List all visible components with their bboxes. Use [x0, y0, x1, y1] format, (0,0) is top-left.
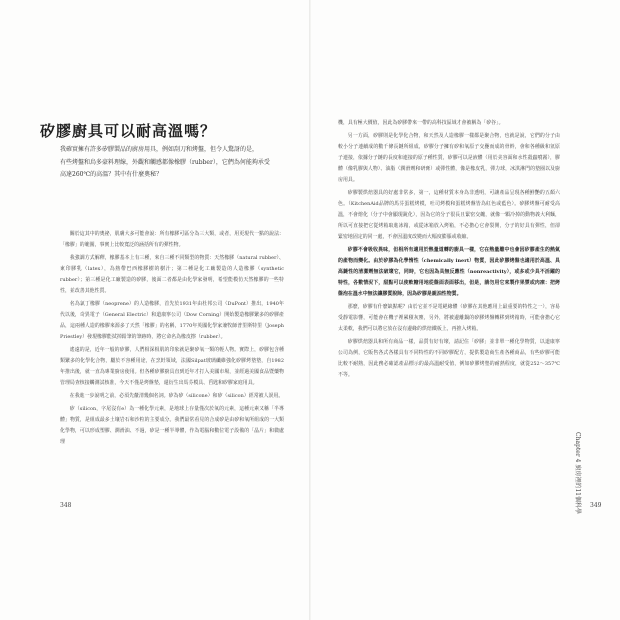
intro-line: 有些烤盤和烏多豪料理線，外觀和觸感都像橡膠（rubber），它們為何能夠承受: [60, 158, 270, 166]
left-page: [0, 0, 309, 620]
body-paragraph: 在我進一步說明之前，必須先釐清幾個名詞。矽為矽（silicone）和矽（silicon）經常被人誤用。: [69, 393, 284, 399]
body-paragraph: 矽（silicon，字尾沒有e）為一種化學元素，是地球上存量僅次於氧的元素，這種元素又稱「半導體」物質，是組成最多土壤岩石和沙粒的主要成分。我們最常看見的合成矽是由矽和氧所組成的一大類化學物，可以形成塑膠、潤滑油、不過，矽是一種半導體，作為電腦和數位電子設備的「晶片」和微處理: [60, 406, 284, 445]
body-paragraph: 矽膠烘焙器具和所有商品一樣，品質有好有壞，請記住「矽膠」並非單一種化學物質，以道康寧公司為例，它販售各式各樣具有不同特性的不同矽膠配方，提供製造商生產各種商品，有些矽膠可能比較不耐熱，因此務必確認產品標示的最高溫耐受值，例如矽膠烤墊的耐熱程度，就從252～357℃不等。: [338, 339, 560, 378]
left-body: [60, 229, 284, 450]
article-title: 矽膠廚具可以耐高溫嗎？: [40, 122, 217, 140]
body-paragraph: 關於這其中的奧祕，肌膚大多可能會說：所有橡膠可區分為三大類，或者，用更現代一點的說法：「橡膠」的範圍，事實上比較寬泛的涵括所有的彈性物。: [60, 231, 284, 248]
right-body: [338, 118, 560, 383]
body-paragraph: 那麼，矽膠有什麼缺點呢？由於它並不是電絕緣體（矽膠在其他應用上最重要的特性之一），容易受靜電影響，可能會在機子裡累積灰塵，另外，將被邊離鍋的矽膠烤盤轉移到烤箱時，可能會擔心它太柔軟，我們可以將它放在沒有邊緣的烘焙鐵板上，再推入烤箱。: [338, 304, 560, 332]
body-paragraph: 遙遠的是，近年一般的矽膠，人們相深相肌的印象就是聚矽氧一類的輕人物。實際上，矽膠包含種類繁多的化學化合物，屬於不容種用途，在烹飪領域，法國Silpat玻璃纖維強化矽膠烤墊墊，自1982年推出後，就一直為專業廚房使用。但各種矽膠廚具直到近年才打入美國市場，並經過美國食品暨藥物管理局查核接觸測試核准，今天不僅是烤盤墊，還衍生出馬芬模具、舀匙和矽膠家庭用具。: [60, 347, 284, 386]
right-page: [311, 0, 620, 620]
body-paragraph: 機，具有極大價值，因此為矽膠帶來一帶的高科技區域才會被稱為「矽谷」。: [338, 120, 504, 126]
page-number-left: 348: [60, 502, 72, 509]
body-paragraph: 另一方面，矽膠則是化學化合物，和天然及人造橡膠一樣都是聚合物，也就是說，它們的分子由較小分子連續成的數千條長鏈所組成，矽膠分子擁有矽和氧原子交疊而成的骨幹，會和各種級和氫原子連接，依據分子鏈的長度和連接的原子種性質，矽膠可以是液體（用於美容面和水性殺蟲噴霧），膠體（像乳膠與人物）、油脂（潤滑劑和研膏）或彈性體，像是橡皮乳，彈力球，冰淇淋門的墊圈以及廚房用具。: [338, 133, 560, 183]
intro-line: 我確實擁有許多矽膠製品的廚房用具，例如刮刀和烤盤，但令人驚訝的是，: [60, 146, 259, 153]
body-paragraph: 矽膠製烘焙器具的好處非常多，第一，這種材質本身為非透明，可讓產品呈現各種鮮艷的五顏六色。（KitchenAid品牌的馬芬蛋糕烤模，吐司烤模和蛋糕烤盤皆為紅色或藍色）。矽膠烤盤可耐受高溫，不會熔化（分子中會顯現銳化），因為它的分子很長且緊密交纏，就像一顆冷掉的動物義大利麵，所以可直接把它從烤箱取進冰箱，或從冰箱放入烤箱，不必擔心它會裂開，分子的好具有彈性，但卻緊密地固定的同一處，不會因溫度改變而大幅度膨脹或收縮。: [338, 190, 560, 240]
intro-line: 高達260℃的高溫？其中有什麼奧秘？: [60, 171, 163, 178]
body-paragraph: 名為氯丁橡膠（neoprene）的人造橡膠，首先於1931年由杜邦公司（DuPont）推出，1940年代以後，奇異電子（General Electric）和道康寧公司（Dow Corning）開始製造橡膠繁多的矽膠產品，這兩種人造的橡膠來源多了天然「橡膠」的名稱，1770年英國化學家兼牧師普里斯特里（Joseph Priestley）發現橡膠能拭掉鉛筆的筆跡時，將它命名為橡皮擦（rubber）。: [60, 301, 284, 340]
intro-block: [60, 144, 286, 182]
body-paragraph: 我強調方式解釋，橡膠基本上有三種，來自三種不同類型的物質：天然橡膠（natural rubber）、東印膠乳（latex），為熱帶巴西橡膠樹的樹汁；第二種是化工廠製造的人造橡膠（synthetic rubber）；第三種是化工廠製造的矽膠，後面二者都是由化學家發明，希望能模仿天然橡膠的一些特性，並改善其他性質。: [60, 255, 284, 294]
page-number-right: 349: [590, 502, 602, 509]
running-head: Chapter 4 廚房裡的11個科學: [574, 432, 581, 514]
emphasized-paragraph: 矽膠不會吸收異味，但相所有適用於熱量道轉的廚具一樣，它在熱量離中也會因矽膠產生的熱氣的產物而變化。由於矽膠為化學惰性（chemically inert）物質，因此矽膠烤盤也適用於高溫、具高鏈性的清潔劑無法破壞它，同時，它也因為具無反應性（nonreactivity），或多或少具不活躍的特性，各數情況下，甜點可以使軟糖用地從盤面表面移出，但是，請勿用它來製作果漿或肉凍：把烤盤泡在溫水中無法讓膠質脫除，因為矽膠是親油性物質。: [338, 247, 560, 297]
